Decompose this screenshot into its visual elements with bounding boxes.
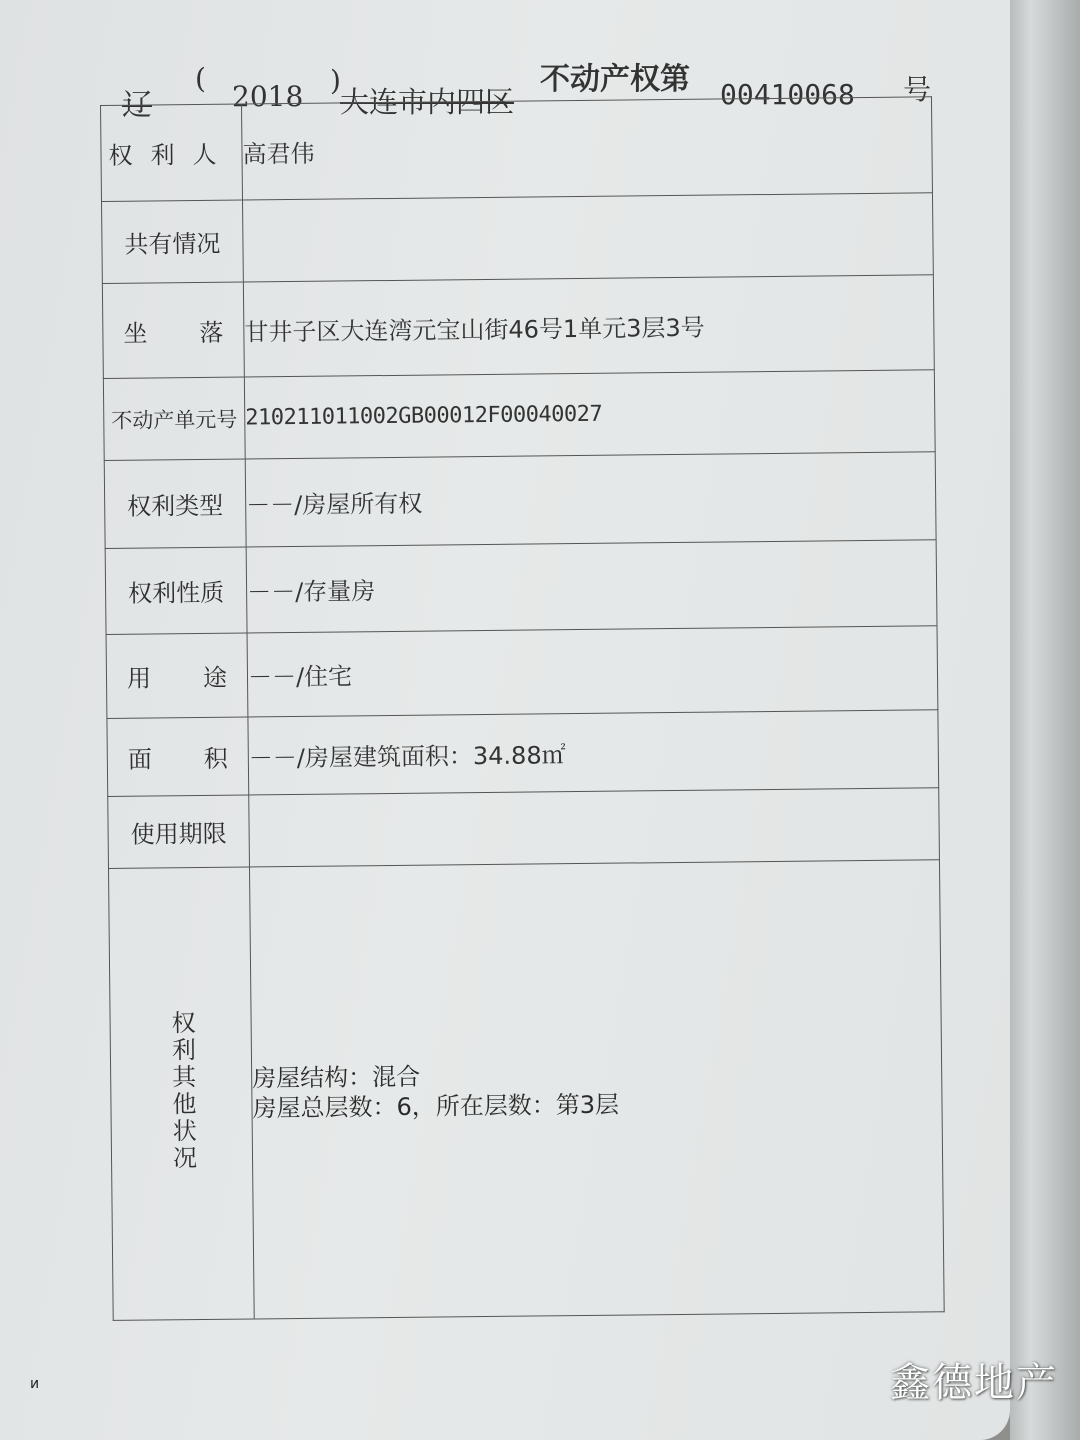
label-right-nature: 权利性质 [105,547,247,634]
row-unit-number [103,370,935,461]
agency-watermark: 鑫德地产 [890,1360,1058,1406]
row-usage [106,626,938,719]
label-usage: 用途 [126,663,280,693]
value-co-ownership [243,193,934,282]
value-location: 甘井子区大连湾元宝山街46号1单元3层3号 [243,275,934,377]
header-paren-open: ( [195,62,206,95]
value-right-type: －－/房屋所有权 [245,452,936,547]
header-province: 辽 [122,88,152,123]
row-right-holder [101,97,933,202]
other-structure-line: 房屋结构：混合 [252,1062,421,1092]
label-area: 面积 [127,744,280,774]
row-other-status [108,860,944,1321]
label-other-status: 权利其他状况 [166,1009,197,1172]
row-term [108,788,940,869]
value-other-status [249,860,944,1319]
value-area: －－/房屋建筑面积：34.88㎡ [248,710,939,795]
header-title: 不动产权第 [540,62,690,97]
label-unit-number: 不动产单元号 [103,377,245,460]
value-usage: －－/住宅 [247,626,938,717]
header-number: 00410068 [720,78,855,111]
other-floors-line: 房屋总层数：6，所在层数：第3层 [252,1090,620,1122]
header-city: 大连市内四区 [340,85,515,119]
book-gutter [1010,0,1080,1440]
label-location: 坐落 [123,317,276,348]
label-co-ownership: 共有情况 [102,200,244,283]
value-right-holder: 高君伟 [241,97,932,200]
value-term [249,788,940,867]
label-term: 使用期限 [108,795,250,868]
row-location [102,275,934,379]
header-paren-close: ) [330,64,341,97]
value-unit-number: 210211011002GB00012F00040027 [244,370,935,459]
row-co-ownership [102,193,934,284]
property-record-table [100,96,945,1321]
header-suffix: 号 [903,73,932,106]
row-area [107,710,939,797]
label-right-type: 权利类型 [104,459,246,548]
row-right-nature [105,540,937,635]
label-right-holder: 权利人 [108,140,235,170]
header-year: 2018 [232,80,304,113]
value-right-nature: －－/存量房 [246,540,937,633]
margin-mark: ᴎ [30,1376,40,1392]
row-right-type [104,452,936,549]
